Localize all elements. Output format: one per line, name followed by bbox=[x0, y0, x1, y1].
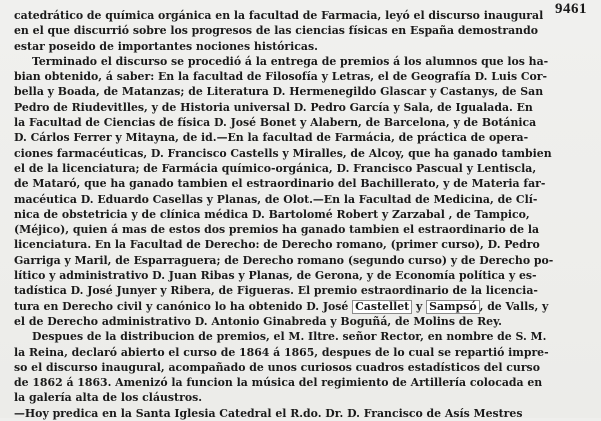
text-line: —Hoy predica en la Santa Iglesia Catedral el R.do. Dr. D. Francisco de Asís Mestres bbox=[14, 406, 523, 420]
text-line: la galería alta de los cláustros. bbox=[14, 391, 203, 405]
text-line: bella y Boada, de Matanzas; de Literatura D. Hermenegildo Glascar y Castanys, de San bbox=[14, 85, 544, 99]
text-line: (Méjico), quien á mas de estos dos premios ha ganado tambien el estraordinario de la bbox=[14, 223, 540, 237]
text-line-with-highlight bbox=[14, 299, 593, 314]
text-line: la Reina, declaró abierto el curso de 1864 á 1865, despues de lo cual se repartió impre- bbox=[14, 345, 549, 359]
highlighted-word-castellet: Castellet bbox=[352, 300, 412, 314]
text-line: estar poseido de importantes nociones históricas. bbox=[14, 39, 318, 53]
text-line: Garriga y Maril, de Esparraguera; de Derecho romano (segundo curso) y de Derecho po- bbox=[14, 253, 554, 267]
text-line: Pedro de Riudevitlles, y de Historia universal D. Pedro García y Sala, de Igualada. En bbox=[14, 100, 533, 114]
text-line: macéutica D. Eduardo Casellas y Planas, de Olot.—En la Facultad de Medicina, de Clí- bbox=[14, 192, 538, 206]
text-fragment: tura en Derecho civil y canónico lo ha obtenido D. José bbox=[14, 299, 353, 313]
text-line: tadística D. José Junyer y Ribera, de Figueras. El premio estraordinario de la licencia- bbox=[14, 284, 538, 298]
text-fragment: y bbox=[412, 299, 427, 313]
text-line: ciones farmacéuticas, D. Francisco Castells y Miralles, de Alcoy, que ha ganado tambien bbox=[14, 146, 552, 160]
text-line: lítico y administrativo D. Juan Ribas y Planas, de Gerona, y de Economía política y es- bbox=[14, 269, 537, 283]
text-line: nica de obstetricia y de clínica médica D. Bartolomé Robert y Zarzabal , de Tampico, bbox=[14, 207, 530, 221]
text-line: de Mataró, que ha ganado tambien el estraordinario del Bachillerato, y de Materia far- bbox=[14, 177, 546, 191]
text-line: el de Derecho administrativo D. Antonio Ginabreda y Boguñá, de Molins de Rey. bbox=[14, 314, 502, 328]
text-line: D. Cárlos Ferrer y Mitayna, de id.—En la facultad de Farmácia, de práctica de opera- bbox=[14, 131, 529, 145]
text-fragment: , de Valls, y bbox=[479, 299, 549, 313]
text-line: Despues de la distribucion de premios, el M. Iltre. señor Rector, en nombre de S. M. bbox=[32, 330, 547, 344]
text-line: el de la licenciatura; de Farmácia químico-orgánica, D. Francisco Pascual y Lentiscla, bbox=[14, 161, 537, 175]
text-line: catedrático de química orgánica en la facultad de Farmacia, leyó el discurso inaugural bbox=[14, 9, 544, 22]
article-text bbox=[14, 8, 593, 421]
text-line: so el discurso inaugural, acompañado de unos curiosos cuadros estadísticos del curso bbox=[14, 360, 540, 374]
page-number: 9461 bbox=[555, 1, 587, 17]
text-line: de 1862 á 1863. Amenizó la funcion la música del regimiento de Artillería colocada en bbox=[14, 376, 543, 390]
text-line: en el que discurrió sobre los progresos de las ciencias físicas en España demostrando bbox=[14, 24, 538, 38]
text-line: Terminado el discurso se procedió á la entrega de premios á los alumnos que los ha- bbox=[32, 54, 549, 68]
text-line: la Facultad de Ciencias de física D. José Bonet y Alabern, de Barcelona, y de Botánica bbox=[14, 116, 537, 130]
text-line: bian obtenido, á saber: En la facultad de Filosofía y Letras, el de Geografía D. Luis Cor- bbox=[14, 70, 548, 84]
highlighted-word-sampso: Sampsó bbox=[426, 300, 479, 314]
text-line: licenciatura. En la Facultad de Derecho: de Derecho romano, (primer curso), D. Pedro bbox=[14, 238, 540, 252]
